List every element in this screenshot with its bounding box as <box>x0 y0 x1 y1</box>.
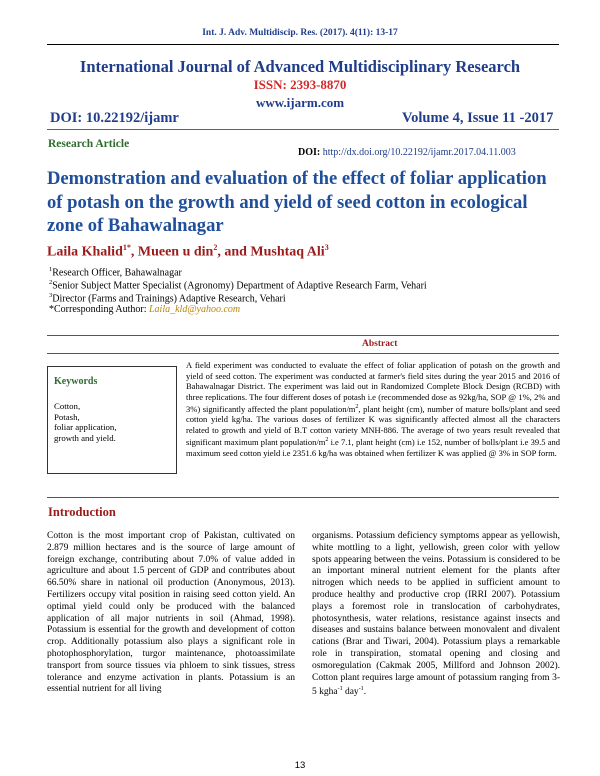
affiliation-3-text: Director (Farms and Trainings) Adaptive Research, Vehari <box>52 293 286 305</box>
intro-sup-2: -1 <box>358 686 364 693</box>
journal-website[interactable]: www.ijarm.com <box>255 95 345 110</box>
issn: ISSN: 2393-8870 <box>253 77 347 92</box>
keywords-heading: Keywords <box>54 376 98 387</box>
journal-title: International Journal of Advanced Multidisciplinary Research <box>79 57 521 76</box>
keyword-item: Potash, <box>54 411 80 422</box>
article-doi <box>298 147 516 158</box>
abstract-part-1: A field experiment was conducted to evaluate the effect of foliar application of potash on the growth and yield of seed cotton. The experiment was conducted at farmer's field sites during the year 2015 and 2016 of Bahawalnagar District. The experiment was laid out in Randomized Complete Block Design (RCBD) with three replications. The four different doses of potash i.e (recommended dose as 92kg/ha, SOP @ 1%, 2% and 3%) significantly affected the plant population/m <box>186 360 560 414</box>
author-list <box>47 243 329 261</box>
article-doi-label: DOI: <box>298 147 321 158</box>
affiliation-1-sup: 1 <box>49 266 53 273</box>
abstract-sup-1: 2 <box>355 404 359 410</box>
header-divider <box>47 44 559 45</box>
abstract-bottom-rule <box>47 353 559 354</box>
author-2: , Mueen u din <box>130 244 214 260</box>
intro-column-2-text: organisms. Potassium deficiency symptoms appear as yellowish, white mottling to a light, yellowish, green color with yellow spots appearing between the veins. Potassium is considered to be an important mineral nutrient element for the plants after nitrogen which needs to be applied in sufficient amount to produce healthy and productive crop (IRRI 2007). Potassium plays a foremost role in translocation of carbohydrates, photosynthesis, water relations, resistance against insects and diseases and sustains balance between monovalent and divalent cations (Brar and Tiwari, 2004). Potassium plays a remarkable role in transpiration, stomatal opening and closing and osmoregulation (Cakmak 2005, Millford and Johnson 2002). Cotton plant requires large amount of potassium ranging from 3-5 kgha <box>312 531 560 698</box>
intro-column-2-mid: day <box>342 687 359 698</box>
keywords-box <box>47 366 177 474</box>
keyword-item: Cotton, <box>54 401 81 411</box>
affiliation-3-sup: 3 <box>49 292 53 299</box>
article-type: Research Article <box>48 138 130 150</box>
corresponding-email[interactable]: Laila_kld@yahoo.com <box>149 304 241 315</box>
article-doi-link[interactable]: http://dx.doi.org/10.22192/ijamr.2017.04.11.003 <box>322 147 516 158</box>
keywords-list <box>54 401 117 443</box>
abstract-part-2: , plant height (cm), number of mature bolls/plant and seed cotton yield kg/ha. The various doses of fertilizer K was significantly affected almost all the characters related to growth and yield of B.T cotton variety MNH-886. The average of two years result revealed that significant maximum plant population/m <box>186 403 560 448</box>
intro-column-1: Cotton is the most important crop of Pakistan, cultivated on 2.879 million hectares and is the source of large amount of foreign exchange, contributing about 7.0% of value added in agriculture and about 1.5 percent of GDP and contributes about 66.50% share in national oil production (Anonymous, 2013). Fertilizers occupy vital position in raising seed cotton yield. An optimal yield could only be produced with the balanced application of all major nutrients in soil (Ahmad, 1998). Potassium is essential for the growth and development of cotton crop. Additionally potassium also plays a significant role in photophosphorylation, turgor maintenance, photoassimilate transport from source tissues via phloem to sink tissues, stress tolerance and enzyme activation in plants. Potassium is an essential nutrient for all living <box>47 531 295 695</box>
abstract-body <box>186 360 560 458</box>
affiliation-2-sup: 2 <box>49 279 53 286</box>
author-1: Laila Khalid <box>47 244 123 260</box>
volume-issue: Volume 4, Issue 11 -2017 <box>402 110 554 126</box>
abstract-sup-2: 2 <box>325 437 329 444</box>
running-head: Int. J. Adv. Multidiscip. Res. (2017). 4(11): 13-17 <box>202 28 398 38</box>
introduction-heading: Introduction <box>48 505 116 519</box>
affiliation-1-text: Research Officer, Bahawalnagar <box>52 267 182 279</box>
page-number: 13 <box>294 760 306 771</box>
affiliation-2-text: Senior Subject Matter Specialist (Agronomy) Department of Adaptive Research Farm, Vehari <box>52 280 427 292</box>
abstract-top-rule <box>47 335 559 336</box>
corresponding-author <box>49 304 240 316</box>
abstract-heading: Abstract <box>362 339 398 349</box>
paper-title: Demonstration and evaluation of the effect of foliar application of potash on the growth and yield of seed cotton in ecological zone of Bahawalnagar <box>47 168 547 236</box>
author-2-sup: 2 <box>213 243 218 252</box>
doi-divider <box>47 129 559 130</box>
author-1-sup: 1* <box>122 243 131 252</box>
keyword-item: growth and yield. <box>54 432 116 443</box>
keyword-item: foliar application, <box>54 422 117 432</box>
intro-column-2 <box>312 531 560 699</box>
intro-column-2-end: . <box>363 687 367 698</box>
author-3-sup: 3 <box>324 243 329 252</box>
author-3: , and Mushtaq Ali <box>217 244 325 260</box>
journal-doi: DOI: 10.22192/ijamr <box>50 110 179 126</box>
intro-sup-1: -1 <box>337 686 343 693</box>
corresponding-label: *Corresponding Author: <box>49 304 147 315</box>
abstract-part-3: i.e 7.1, plant height (cm) i.e 152, number of bolls/plant i.e 39.5 and maximum seed cotton yield i.e 2351.6 kg/ha was obtained when fertilizer K was applied @ 3% in SOP form. <box>186 437 560 458</box>
intro-top-rule <box>47 497 559 498</box>
